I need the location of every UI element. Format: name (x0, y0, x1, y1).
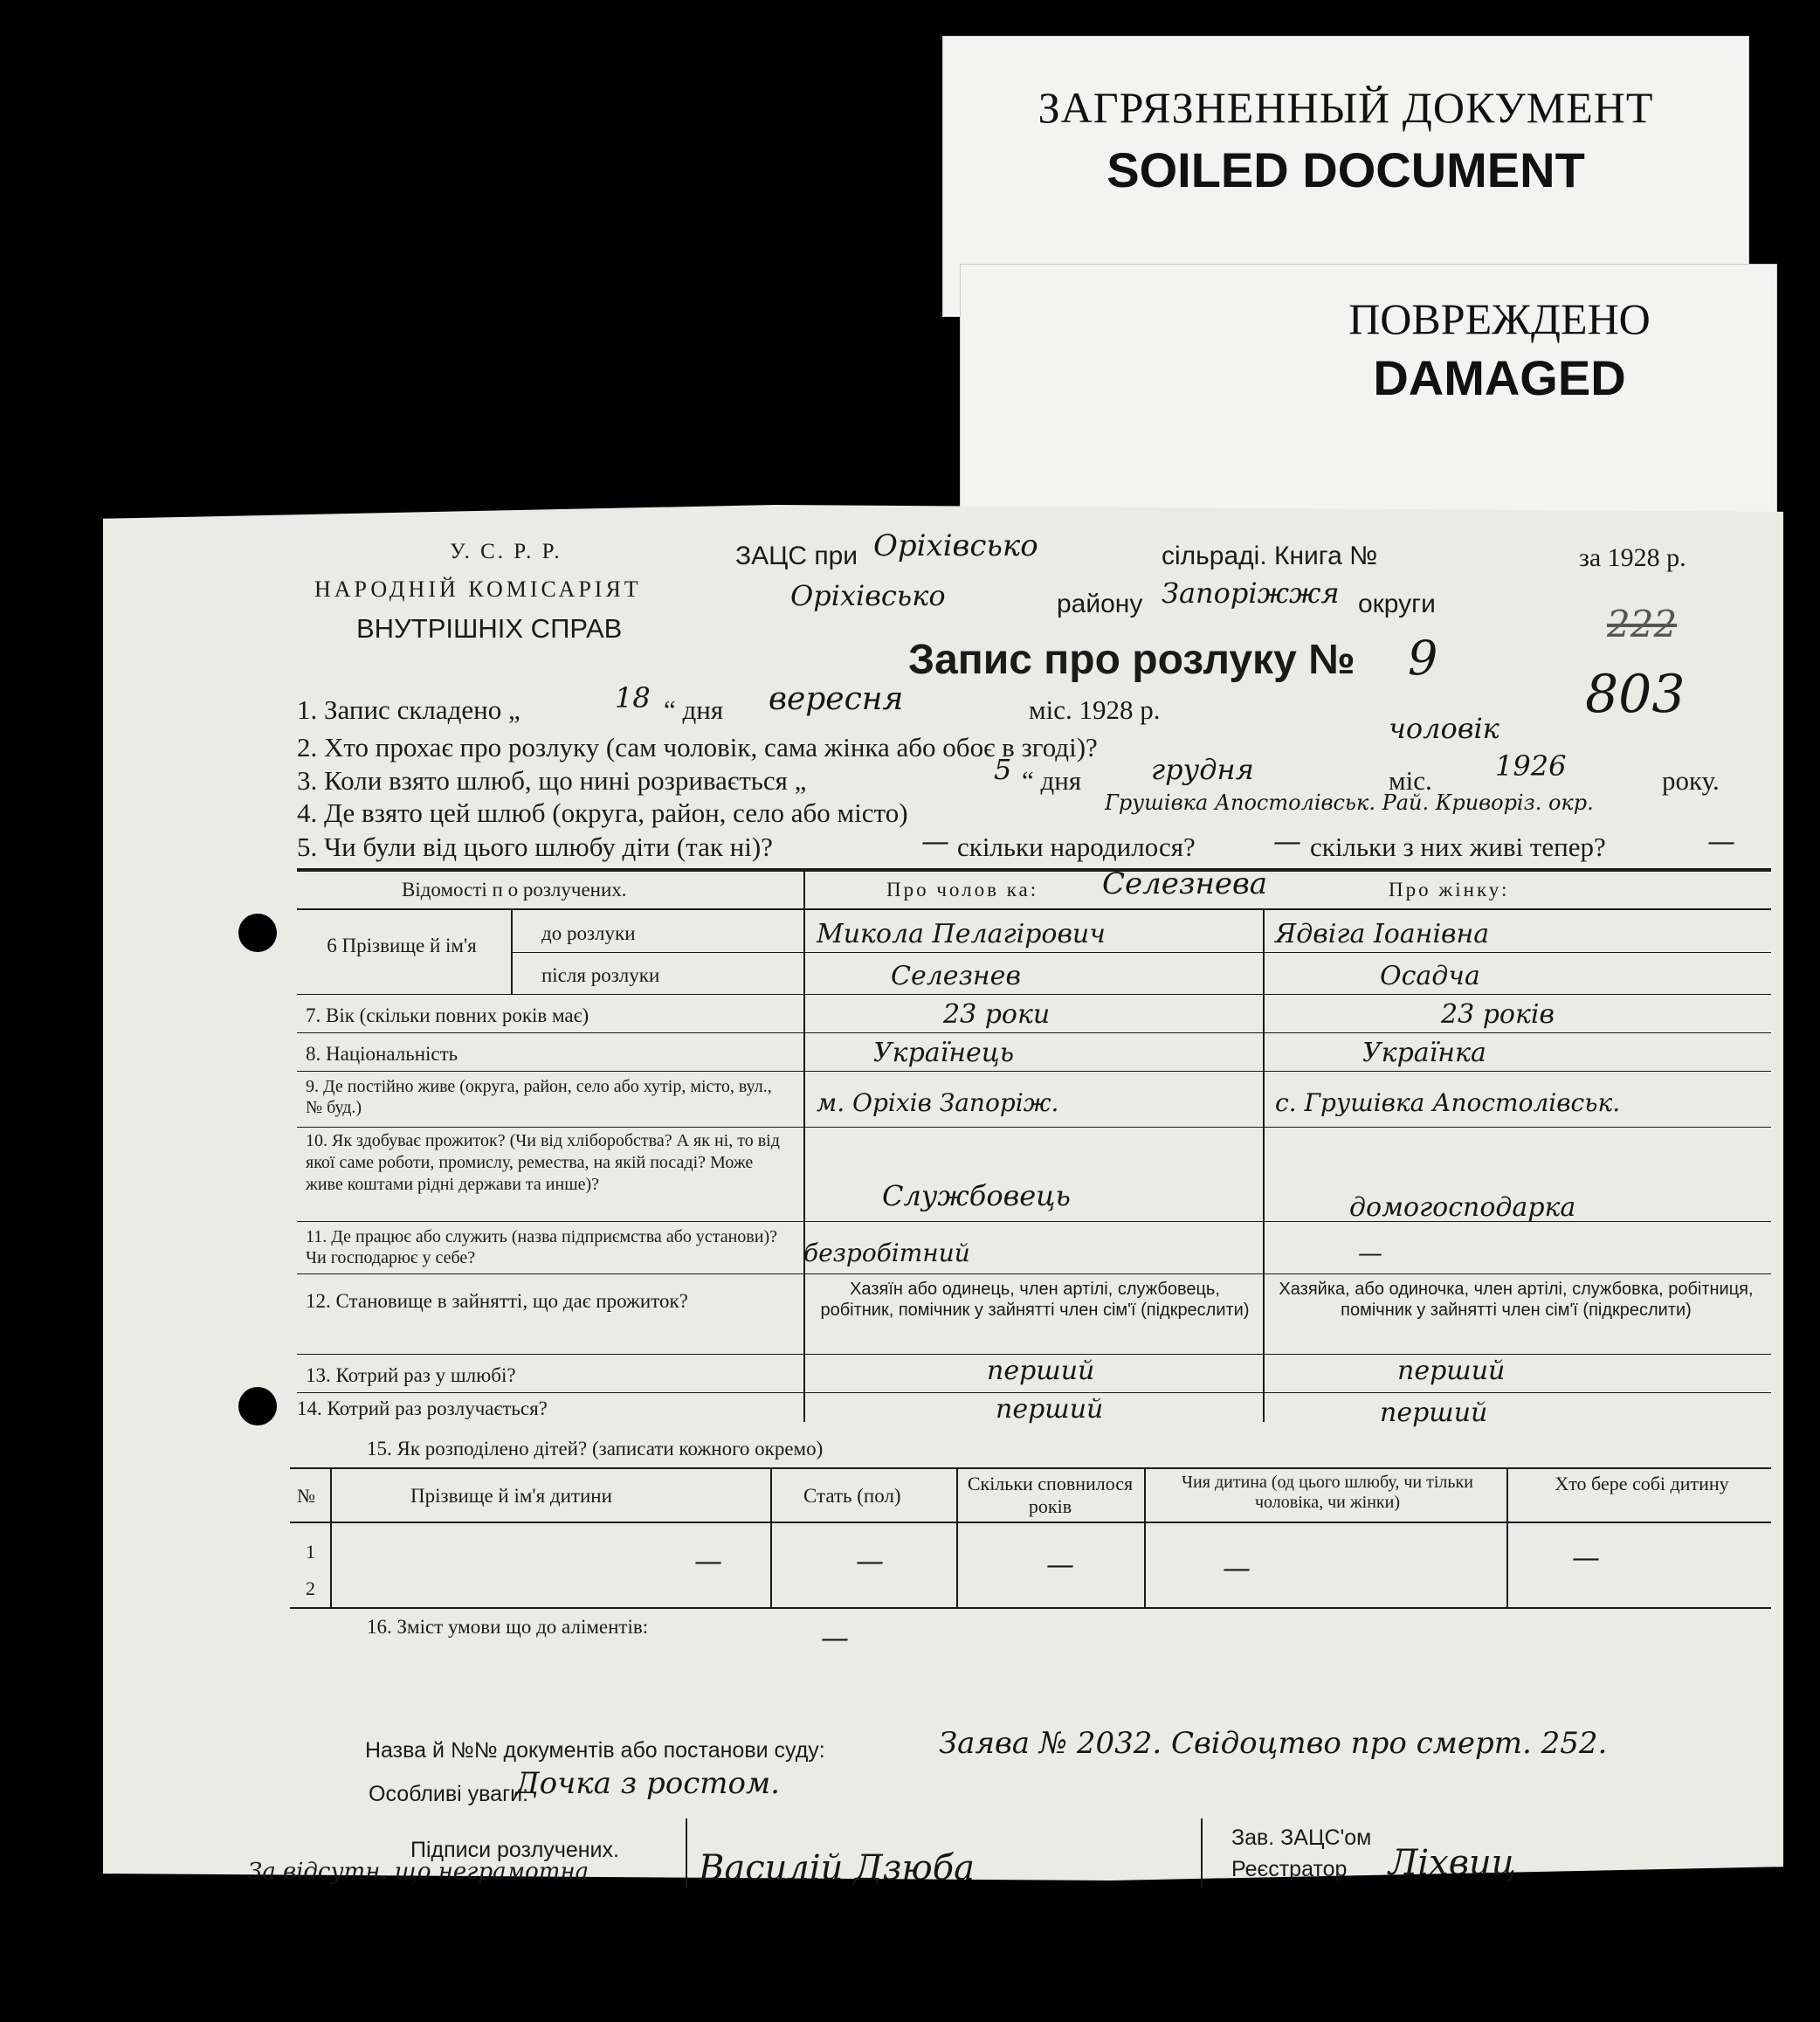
ussr-label: У. С. Р. Р. (450, 540, 562, 563)
alimony-answer: — (821, 1621, 849, 1654)
row11-wife: — (1358, 1239, 1382, 1267)
col-wife-header: Про жінку: (1389, 879, 1510, 901)
row8-wife: Українка (1362, 1038, 1486, 1068)
children-h-sex: Стать (пол) (803, 1485, 901, 1507)
q3-end: року. (1662, 765, 1720, 796)
row9-wife: с. Грушівка Апостолівськ. (1275, 1088, 1621, 1117)
hw-okrug: Запоріжжя (1162, 576, 1340, 610)
row12-wife: Хазяйка, або одиночка, член артілі, службовка, робітниця, помічник у зайнятті член сім'ї (підкреслити) (1279, 1280, 1754, 1320)
table-header-rule (297, 908, 1771, 910)
damaged-label-en: DAMAGED (1373, 350, 1626, 405)
children-dash-age: — (1046, 1548, 1074, 1581)
row11-husband: безробітний (803, 1239, 970, 1267)
row6-sub1: до розлуки (541, 922, 636, 944)
record-number: 9 (1408, 631, 1438, 686)
q5-answer2: — (1273, 825, 1301, 858)
damaged-label-ru: ПОВРЕЖДЕНО (1348, 294, 1651, 343)
punch-hole (238, 1387, 277, 1425)
children-title: 15. Як розподілено дітей? (записати кожного окремо) (367, 1438, 824, 1460)
row-rule (297, 1071, 1771, 1072)
children-table-header-rule (290, 1522, 1771, 1523)
row14-wife: перший (1380, 1397, 1488, 1428)
q5-mid: скільки народилося? (957, 832, 1196, 862)
q4-answer: Грушівка Апостолівськ. Рай. Криворіз. окр. (1105, 790, 1594, 815)
row-rule (297, 1354, 1771, 1355)
q2-answer: чоловік (1389, 712, 1499, 745)
special-notes-answer: Дочка з ростом. (515, 1766, 780, 1801)
documents-answer: Заява № 2032. Свідоцтво про смерт. 252. (939, 1726, 1608, 1761)
q2-label: 2. Хто прохає про розлуку (сам чоловік, сама жінка або обоє в згоді)? (297, 732, 1098, 763)
q3-month: грудня (1151, 753, 1254, 786)
row-rule (513, 952, 1771, 953)
row7-label: 7. Вік (скільки повних років має) (306, 1004, 589, 1026)
row14-husband: перший (996, 1394, 1104, 1425)
row7-husband: 23 роки (943, 999, 1051, 1030)
children-col (956, 1467, 958, 1607)
children-h-num: № (297, 1485, 315, 1507)
row10-label: 10. Як здобуває прожиток? (Чи від хліборобства? А як ні, то від якої саме роботи, промислу, ремества, на якій посаді? Може живе коштами рідні держави та инше)? (306, 1131, 780, 1194)
row11-label: 11. Де працює або служить (назва підприємства або установи)? Чи господарює у себе? (306, 1227, 777, 1267)
col-info-header: Відомості п о розлучених. (402, 879, 627, 901)
q3-day: 5 (994, 753, 1012, 786)
registrar-signature: Ліхвиц (1389, 1843, 1516, 1883)
head-zags-label: Зав. ЗАЦС'ом (1231, 1825, 1372, 1850)
q5-label: 5. Чи були від цього шлюбу діти (так ні)? (297, 832, 773, 862)
col-divider-2 (1263, 908, 1265, 1422)
record-title: Запис про розлуку № (908, 637, 1355, 683)
children-h-who-takes: Хто бере собі дитину (1555, 1473, 1729, 1494)
documents-label: Назва й №№ документів або постанови суду: (365, 1738, 825, 1763)
district-label: району (1057, 590, 1143, 618)
row7-wife: 23 років (1441, 999, 1555, 1030)
signature-divider (1201, 1818, 1203, 1888)
punch-hole (238, 914, 277, 952)
row13-husband: перший (987, 1356, 1095, 1386)
q3-mid: “ дня (1022, 765, 1082, 796)
children-dash-name: — (694, 1544, 722, 1577)
damaged-label (961, 265, 1776, 518)
row-rule (297, 1032, 1771, 1033)
children-dash-whose: — (1223, 1551, 1251, 1584)
row12-husband: Хазяїн або одинець, член артілі, службовець, робітник, помічник у зайнятті член сім'ї (підкреслити) (820, 1280, 1250, 1320)
children-dash-who-takes: — (1572, 1541, 1600, 1574)
children-dash-sex: — (856, 1544, 884, 1577)
row14-label: 14. Котрий раз розлучається? (297, 1397, 548, 1419)
q3-year: 1926 (1495, 749, 1567, 783)
q1-end: міс. 1928 р. (1029, 694, 1161, 725)
archive-number: 803 (1585, 664, 1686, 725)
q5-answer1: — (921, 825, 949, 858)
children-col (770, 1467, 772, 1607)
row6-husband-name: Микола Пелагірович (817, 919, 1106, 949)
q5-answer3: — (1707, 825, 1735, 858)
signatures-label: Підписи розлучених. (410, 1838, 619, 1862)
children-h-name: Прізвище й ім'я дитини (410, 1485, 612, 1507)
soiled-label-ru: ЗАГРЯЗНЕННЫЙ ДОКУМЕНТ (1038, 83, 1654, 132)
row8-label: 8. Національність (306, 1043, 458, 1065)
children-col (330, 1467, 332, 1607)
row10-wife: домогосподарка (1349, 1192, 1576, 1223)
soiled-label-en: SOILED DOCUMENT (1106, 142, 1585, 197)
table-top-rule (297, 868, 1771, 872)
q1-month: вересня (769, 681, 904, 717)
row13-label: 13. Котрий раз у шлюбі? (306, 1364, 516, 1386)
children-table-top (290, 1467, 1771, 1469)
children-table-bottom (290, 1607, 1771, 1609)
q1-mid: “ дня (664, 694, 724, 725)
commissariat-line1: НАРОДНІЙ КОМІСАРІЯТ (314, 576, 642, 602)
col-husband-header: Про чолов ка: (886, 879, 1039, 901)
row-rule (297, 1392, 1771, 1393)
q3-mis: міс. (1389, 765, 1432, 796)
row-rule (297, 1273, 1771, 1274)
commissariat-line2: ВНУТРІШНІХ СПРАВ (356, 613, 623, 644)
children-col (1506, 1467, 1508, 1607)
row9-husband: м. Оріхів Запоріж. (817, 1088, 1059, 1117)
archive-number-struck: 222 (1607, 603, 1678, 645)
q4-label: 4. Де взято цей шлюб (округа, район, село або місто) (297, 797, 908, 828)
signature-divider (686, 1818, 687, 1888)
row9-label: 9. Де постійно живе (округа, район, село або хутір, місто, вул., № буд.) (306, 1077, 772, 1117)
children-h-age: Скільки сповнилося років (967, 1473, 1134, 1517)
left-note: За відсутн. що неграмотна (248, 1859, 589, 1885)
okrug-label: округи (1358, 590, 1436, 618)
q1-label: 1. Запис складено „ (297, 694, 520, 725)
row10-husband: Службовець (882, 1179, 1071, 1212)
hw-over-header: Селезнева (1102, 866, 1268, 901)
children-row-num: 1 (306, 1541, 315, 1563)
row13-wife: перший (1397, 1356, 1506, 1386)
q5-end: скільки з них живі тепер? (1310, 832, 1606, 862)
children-h-whose: Чия дитина (од цього шлюбу, чи тільки чоловіка, чи жінки) (1182, 1473, 1473, 1512)
husband-signature: Василій Дзюба (699, 1848, 975, 1888)
special-notes-label: Особливі уваги: (369, 1782, 529, 1806)
hw-region: Оріхівсько (790, 579, 946, 612)
row8-husband: Українець (873, 1038, 1015, 1068)
registrar-label: Реєстратор (1231, 1857, 1348, 1881)
row6-wife-surname: Осадча (1380, 961, 1480, 991)
row12-label: 12. Становище в зайнятті, що дає прожиток? (306, 1290, 688, 1312)
children-row-num: 2 (306, 1577, 315, 1599)
zags-prefix: ЗАЦС при (735, 542, 858, 570)
col-divider-1 (803, 872, 805, 1422)
village-council-label: сільраді. Книга № (1162, 542, 1378, 570)
q3-label: 3. Коли взято шлюб, що нині розривається „ (297, 765, 807, 796)
hw-council-name: Оріхівсько (873, 528, 1038, 563)
year-label: за 1928 р. (1579, 543, 1686, 572)
row6-wife-name: Ядвіга Іоанівна (1275, 919, 1490, 949)
row6-label: 6 Прізвище й ім'я (327, 935, 477, 956)
row6-husband-surname: Селезнев (891, 961, 1021, 991)
row-rule (297, 994, 1771, 995)
row-rule (297, 1127, 1771, 1128)
row6-sub2: після розлуки (541, 964, 660, 986)
alimony-label: 16. Зміст умови що до аліментів: (367, 1616, 649, 1638)
children-col (1144, 1467, 1146, 1607)
q1-day: 18 (615, 681, 651, 714)
